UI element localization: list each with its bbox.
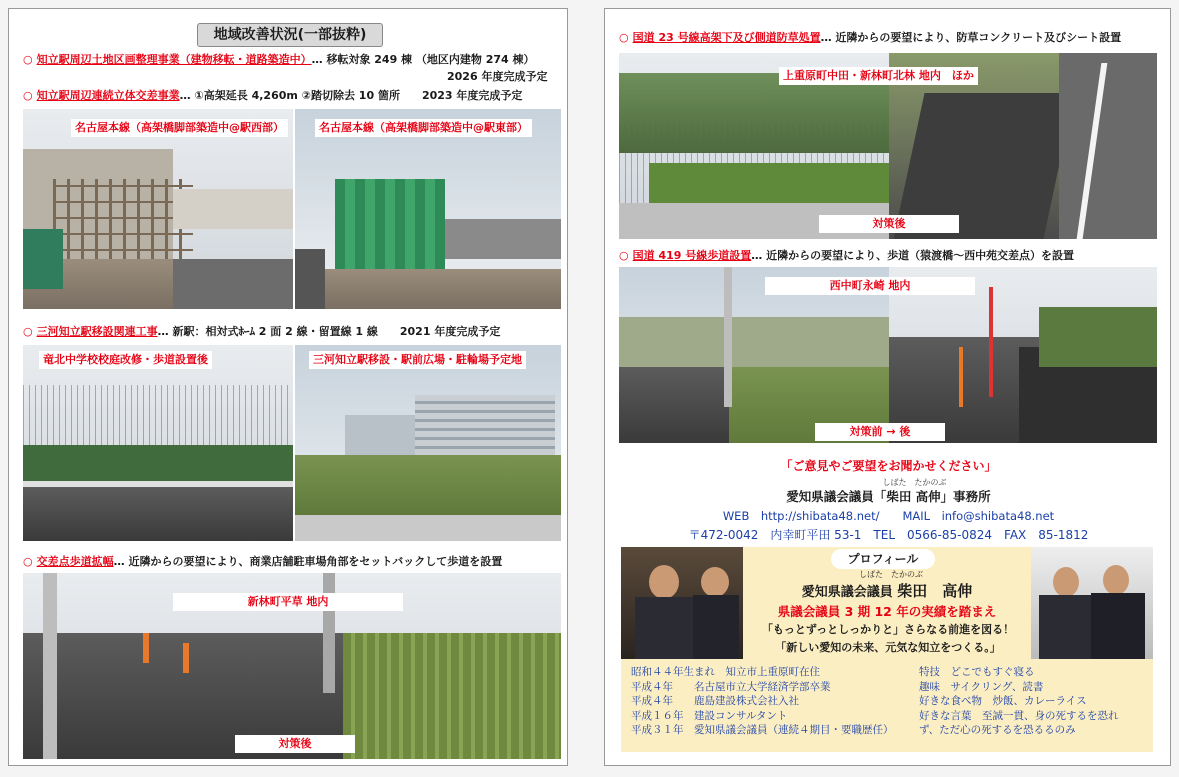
item-elevated-rail: ○ 知立駅周辺連続立体交差事業… ①高架延長 4,260m ②踏切除去 10 箇所 2023 年度完成予定 <box>23 89 523 102</box>
caption: 竜北中学校校庭改修・歩道設置後 <box>39 351 212 369</box>
photo-intersection <box>23 573 561 759</box>
caption-after: 対策後 <box>819 215 959 233</box>
photo-nagoya-line-west <box>23 109 293 309</box>
caption-after: 対策後 <box>235 735 355 753</box>
profile-history: 昭和４４年生まれ 知立市上重原町在住 平成４年 名古屋市立大学経済学部卒業 平成４年 鹿島建設株式会社入社 平成１６年 建設コンサルタント 平成３１年 愛知県議会議員（連続４期目・要職歴任） <box>631 666 894 736</box>
profile-line2: 「もっとずっとしっかりと」さらなる前進を図る！ <box>761 623 1015 636</box>
caption: 名古屋本線（高架橋脚部築造中@駅東部） <box>315 119 532 137</box>
profile-name-ruby: しばた たかのぶ <box>859 570 923 579</box>
photo-route419 <box>619 267 1157 443</box>
left-page <box>8 8 568 766</box>
caption: 西中町永崎 地内 <box>765 277 975 295</box>
photo-profile-right <box>1031 547 1153 659</box>
caption: 三河知立駅移設・駅前広場・駐輪場予定地 <box>309 351 526 369</box>
photo-weed-control <box>619 53 1157 239</box>
item-station-relocation: ○ 三河知立駅移設関連工事… 新駅：相対式ﾎｰﾑ 2 面 2 線・留置線 1 線 2021 年度完成予定 <box>23 325 501 338</box>
right-page <box>604 8 1171 766</box>
profile-name: 愛知県議会議員 柴田 高伸 <box>801 582 973 600</box>
item-sidewalk-widening: ○ 交差点歩道拡幅… 近隣からの要望により、商業店舗駐車場角部をセットバックして歩道を設置 <box>23 555 503 568</box>
office-ruby: しばた たかのぶ <box>882 478 947 487</box>
profile-panel <box>621 547 1153 752</box>
bullet-circle: ○ <box>23 53 33 66</box>
request-text: 「ご意見やご要望をお聞かせください」 <box>780 459 997 473</box>
address-line: 〒472-0042 内幸町平田 53-1 TEL 0566-85-0824 FAX 85-1812 <box>688 528 1089 542</box>
photo-nagoya-line-east <box>295 109 561 309</box>
profile-title: プロフィール <box>831 549 935 569</box>
profile-traits: 特技 どこでもすぐ寝る 趣味 サイクリング、読書 好きな食べ物 炒飯、カレーライス 好きな言葉 至誠一貫、身の死するを恐れ ず、ただ心の死するを恐るるのみ <box>919 666 1119 736</box>
item-completion: 2026 年度完成予定 <box>447 70 548 83</box>
photo-station-plaza-site <box>295 345 561 541</box>
item-route419-sidewalk: ○ 国道 419 号線歩道設置… 近隣からの要望により、歩道（猿渡橋～西中苑交差点）を設置 <box>619 249 1075 262</box>
profile-line3: 「新しい愛知の未来、元気な知立をつくる。」 <box>775 641 1001 654</box>
item-land-readjustment: ○ 知立駅周辺土地区画整理事業（建物移転・道路築造中）… 移転対象 249 棟 （地区内建物 274 棟） <box>23 53 535 66</box>
office-name: 愛知県議会議員「柴田 高伸」事務所 <box>786 489 991 504</box>
photo-school-sidewalk <box>23 345 293 541</box>
caption: 名古屋本線（高架橋脚部築造中@駅西部） <box>71 119 288 137</box>
page-title: 地域改善状況(一部抜粋) <box>197 23 383 47</box>
caption: 上重原町中田・新林町北林 地内 ほか <box>779 67 978 85</box>
profile-line1: 県議会議員 3 期 12 年の実績を踏まえ <box>777 604 997 619</box>
web-mail[interactable]: WEB http://shibata48.net/ MAIL info@shibata48.net <box>722 509 1055 523</box>
caption-before-after: 対策前 → 後 <box>815 423 945 441</box>
photo-profile-left <box>621 547 743 659</box>
caption: 新林町平草 地内 <box>173 593 403 611</box>
item-weed-control: ○ 国道 23 号線高架下及び側道防草処置… 近隣からの要望により、防草コンクリート及びシート設置 <box>619 31 1122 44</box>
